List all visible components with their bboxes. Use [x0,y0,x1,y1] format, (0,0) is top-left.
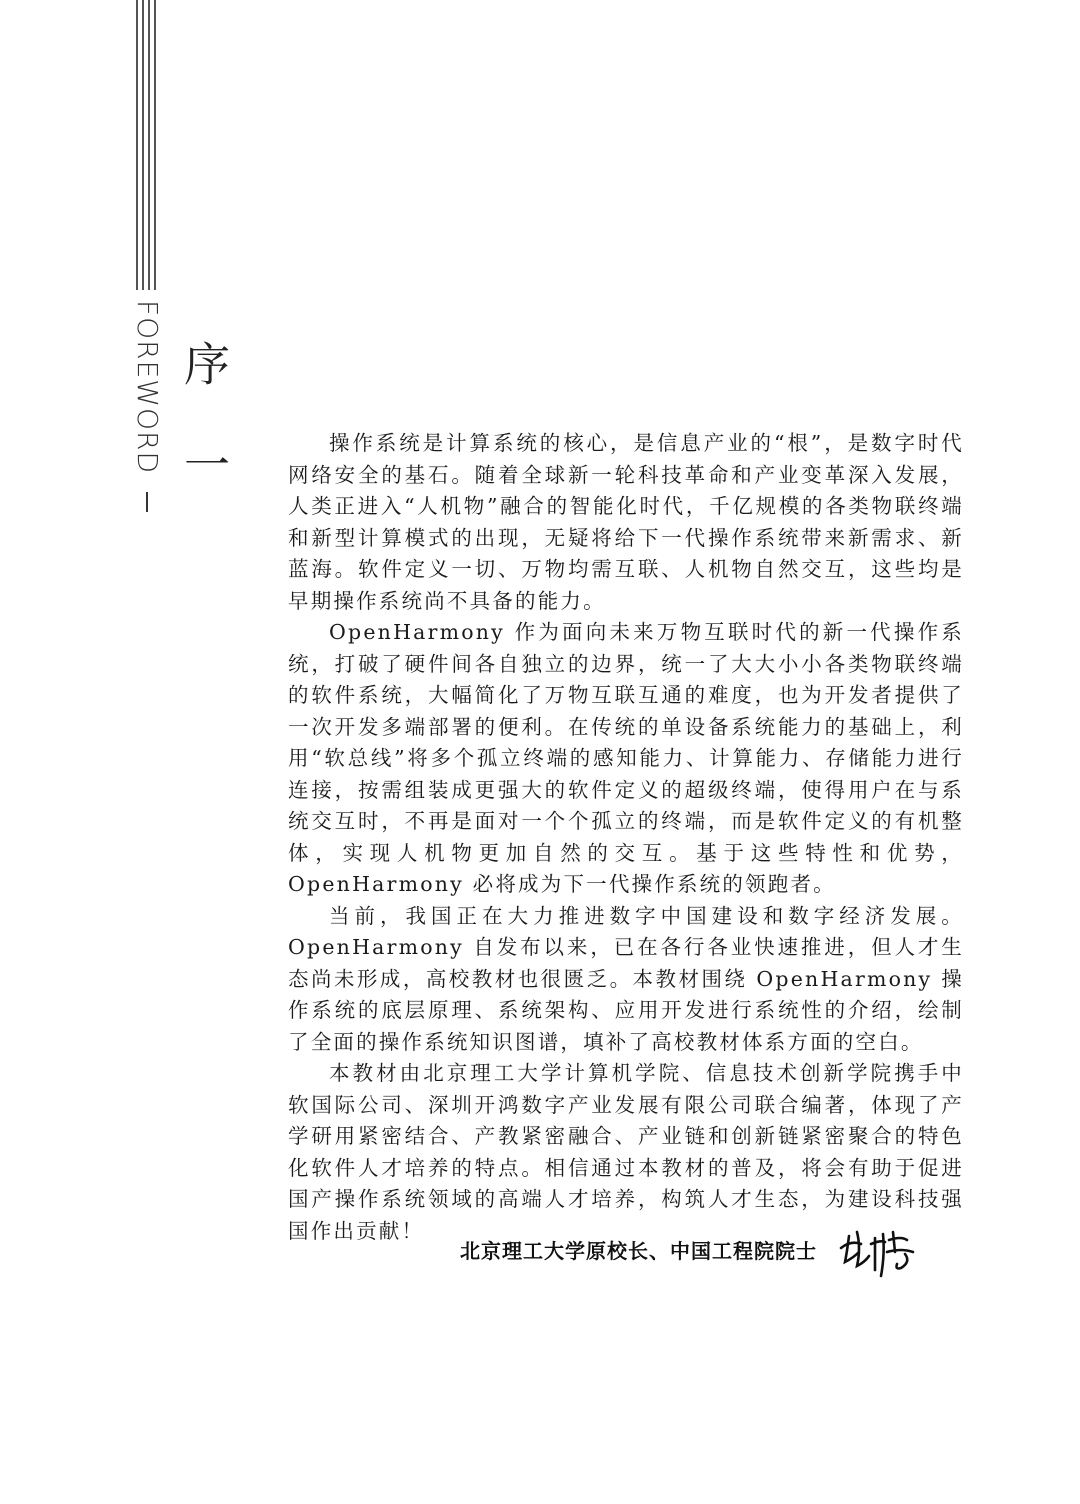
page-title: 序 一 [177,340,231,507]
signer-title: 北京理工大学原校长、中国工程院院士 [460,1238,817,1263]
handwritten-signature [835,1218,925,1280]
signature-block [460,1218,925,1280]
paragraph-2: OpenHarmony 作为面向未来万物互联时代的新一代操作系统，打破了硬件间各自独立的边界，统一了大大小小各类物联终端的软件系统，大幅简化了万物互联互通的难度，也为开发者提供了一次开发多端部署的便利。在传统的单设备系统能力的基础上，利用“软总线”将多个孤立终端的感知能力、计算能力、存储能力进行连接，按需组装成更强大的软件定义的超级终端，使得用户在与系统交互时，不再是面对一个个孤立的终端，而是软件定义的有机整体，实现人机物更加自然的交互。基于这些特性和优势，OpenHarmony 必将成为下一代操作系统的领跑者。 [288,620,964,896]
foreword-body [288,428,964,1247]
foreword-label [132,300,162,512]
decorative-vertical-rules [136,0,160,290]
paragraph-4: 本教材由北京理工大学计算机学院、信息技术创新学院携手中软国际公司、深圳开鸿数字产业发展有限公司联合编著，体现了产学研用紧密结合、产教紧密融合、产业链和创新链紧密聚合的特色化软件人才培养的特点。相信通过本教材的普及，将会有助于促进国产操作系统领域的高端人才培养，构筑人才生态，为建设科技强国作出贡献！ [288,1061,964,1243]
paragraph-1: 操作系统是计算系统的核心，是信息产业的“根”，是数字时代网络安全的基石。随着全球新一轮科技革命和产业变革深入发展，人类正进入“人机物”融合的智能化时代，千亿规模的各类物联终端和新型计算模式的出现，无疑将给下一代操作系统带来新需求、新蓝海。软件定义一切、万物均需互联、人机物自然交互，这些均是早期操作系统尚不具备的能力。 [288,431,964,613]
foreword-divider [146,492,148,512]
foreword-label-text: FOREWORD [131,300,164,475]
paragraph-3: 当前，我国正在大力推进数字中国建设和数字经济发展。OpenHarmony 自发布以来，已在各行各业快速推进，但人才生态尚未形成，高校教材也很匮乏。本教材围绕 OpenHarmony 操作系统的底层原理、系统架构、应用开发进行系统性的介绍，绘制了全面的操作系统知识图谱，填补了高校教材体系方面的空白。 [288,903,964,1054]
